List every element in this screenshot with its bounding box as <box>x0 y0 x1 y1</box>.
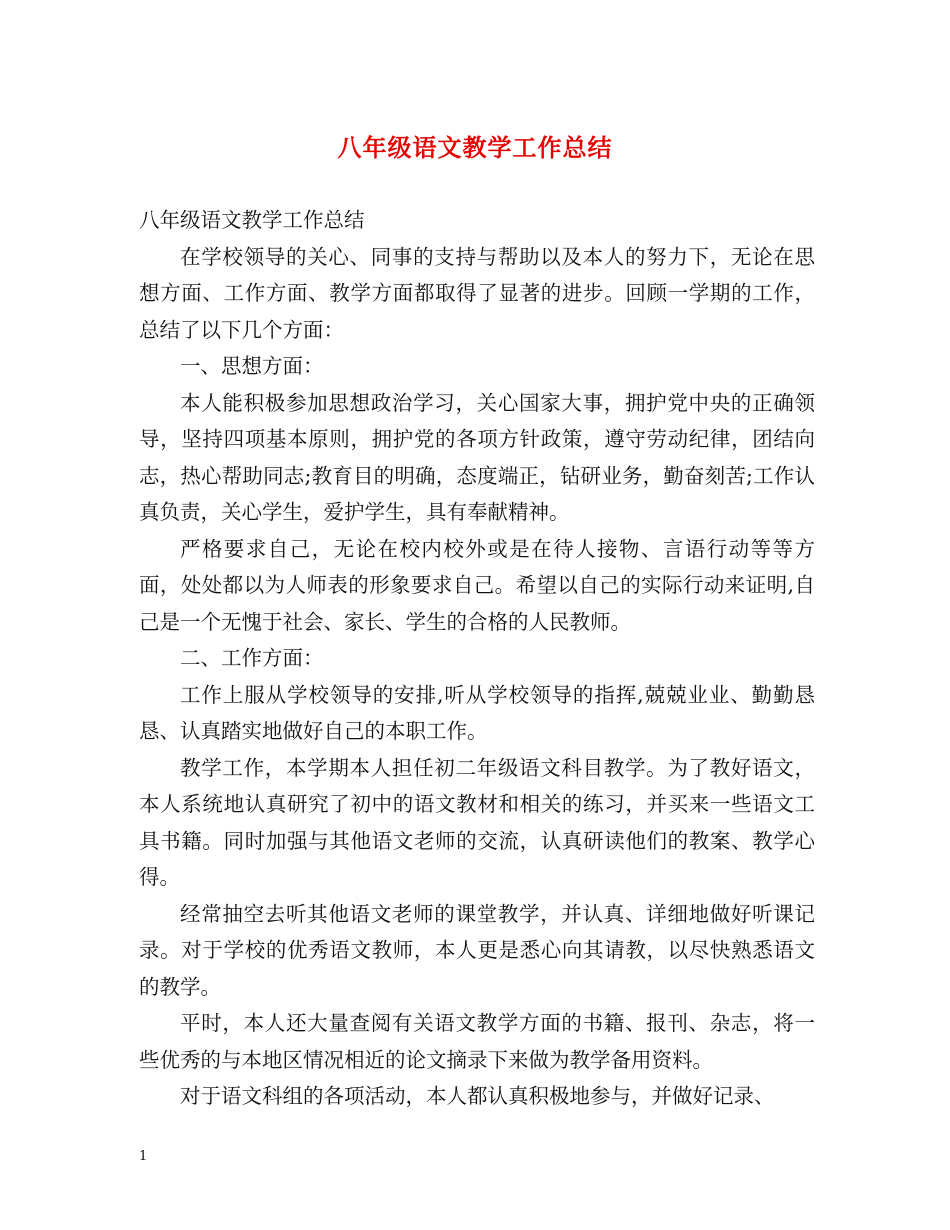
paragraph: 八年级语文教学工作总结 <box>139 208 365 232</box>
paragraph: 本人能积极参加思想政治学习，关心国家大事，拥护党中央的正确领导，坚持四项基本原则，拥护党的各项方针政策，遵守劳动纪律，团结向志，热心帮助同志;教育目的明确，态度端正，钻研业务，勤奋刻苦;工作认真负责，关心学生，爱护学生，具有奉献精神。 <box>139 390 815 524</box>
paragraph: 教学工作，本学期本人担任初二年级语文科目教学。为了教好语文，本人系统地认真研究了初中的语文教材和相关的练习，并买来一些语文工具书籍。同时加强与其他语文老师的交流，认真研读他们的教案、教学心得。 <box>139 755 815 889</box>
paragraph: 平时，本人还大量查阅有关语文教学方面的书籍、报刊、杂志，将一些优秀的与本地区情况相近的论文摘录下来做为教学备用资料。 <box>139 1011 815 1072</box>
paragraph: 工作上服从学校领导的安排,听从学校领导的指挥,兢兢业业、勤勤恳恳、认真踏实地做好自己的本职工作。 <box>139 682 815 743</box>
paragraph: 在学校领导的关心、同事的支持与帮助以及本人的努力下，无论在思想方面、工作方面、教学方面都取得了显著的进步。回顾一学期的工作，总结了以下几个方面： <box>139 244 815 342</box>
paragraph: 二、工作方面： <box>180 646 324 670</box>
document-body <box>139 202 815 1115</box>
document-title: 八年级语文教学工作总结 <box>337 133 613 162</box>
paragraph: 一、思想方面： <box>180 354 324 378</box>
paragraph: 经常抽空去听其他语文老师的课堂教学，并认真、详细地做好听课记录。对于学校的优秀语文教师，本人更是悉心向其请教，以尽快熟悉语文的教学。 <box>139 901 815 999</box>
paragraph: 对于语文科组的各项活动，本人都认真积极地参与，并做好记录、 <box>180 1084 775 1108</box>
paragraph: 严格要求自己，无论在校内校外或是在待人接物、言语行动等等方面，处处都以为人师表的形象要求自己。希望以自己的实际行动来证明,自己是一个无愧于社会、家长、学生的合格的人民教师。 <box>139 536 815 634</box>
page-number: 1 <box>139 1149 148 1164</box>
